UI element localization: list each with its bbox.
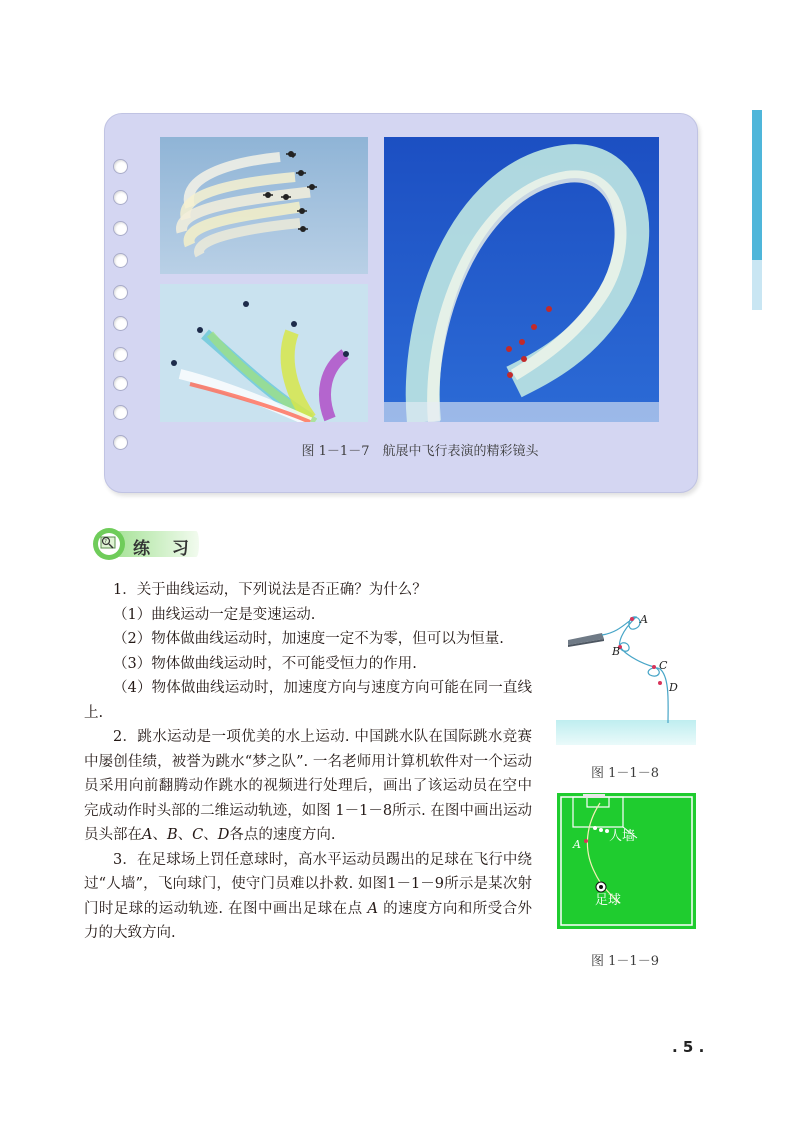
binder-ring [113, 253, 128, 268]
figure-caption-1-1-9: 图 1－1－9 [591, 954, 659, 969]
exercise-title: 练 习 [133, 539, 197, 559]
label-d: D [669, 681, 678, 694]
point-label: C [192, 827, 204, 843]
figure-caption-1-1-7: 图 1－1－7 航展中飞行表演的精彩镜头 [301, 444, 539, 459]
point-label: D [217, 827, 230, 843]
question-2-text: 2．跳水运动是一项优美的水上运动. 中国跳水队在国际跳水竞赛中屡创佳绩，被誉为跳水“梦之队”. 一名老师用计算机软件对一个运动员采用向前翻腾动作跳水的视频进行处理后，画出了该运动员在空中完成动作时头部的二维运动轨迹，如图 1－1－8所示. 在图中画出运动员头部在 [84, 729, 532, 843]
binder-ring [113, 221, 128, 236]
ball-label: 足球 [595, 893, 622, 908]
binder-ring [113, 190, 128, 205]
side-tab-marker [752, 110, 762, 260]
photo-smoke-loop [384, 137, 659, 422]
question-1-item: （1）曲线运动一定是变速运动. [113, 606, 316, 623]
binder-ring [113, 405, 128, 420]
separator: 、 [203, 827, 218, 843]
figure-caption-1-1-8: 图 1－1－8 [591, 766, 659, 781]
point-label: A [142, 827, 153, 843]
side-tab-marker-light [752, 260, 762, 310]
label-c: C [659, 659, 668, 672]
binder-ring [113, 316, 128, 331]
question-3 [84, 848, 532, 946]
question-2-text-end: 各点的速度方向. [229, 827, 336, 843]
separator: 、 [177, 827, 193, 843]
photo-formation-smoke [160, 137, 368, 274]
point-label: A [367, 900, 379, 917]
question-1-item: （2）物体做曲线运动时，加速度一定不为零，但可以为恒量. [113, 631, 504, 647]
question-1-item: （4）物体做曲线运动时，加速度方向与速度方向可能在同一直线上. [84, 680, 532, 721]
question-1-item: （3）物体做曲线运动时，不可能受恒力的作用. [113, 655, 417, 672]
photo-colored-smoke [160, 284, 368, 422]
page-number: . 5 . [672, 1038, 705, 1056]
question-3-text-end: 的速度方向和所受合外力的大致方向. [84, 900, 533, 941]
question-3-text: 3．在足球场上罚任意球时，高水平运动员踢出的足球在飞行中绕过“人墙”，飞向球门，使守门员难以扑救. 如图1－1－9所示是某次射门时足球的运动轨迹. 在图中画出足球在点 [84, 851, 532, 917]
binder-ring [113, 159, 128, 174]
figure-diving-trajectory [556, 605, 696, 745]
binder-ring [113, 347, 128, 362]
question-2 [84, 725, 532, 848]
label-b: B [612, 645, 621, 658]
svg-text:?: ? [104, 539, 107, 546]
binder-ring [113, 435, 128, 450]
point-label: B [166, 827, 178, 843]
binder-ring [113, 376, 128, 391]
exercise-text [84, 578, 532, 946]
label-a: A [573, 838, 581, 851]
wall-label: 人墙 [609, 829, 636, 844]
figure-soccer-trajectory [557, 793, 696, 929]
label-a: A [640, 613, 648, 626]
binder-ring [113, 285, 128, 300]
question-1-stem: 1．关于曲线运动，下列说法是否正确？为什么？ [113, 582, 427, 598]
separator: 、 [152, 827, 167, 843]
